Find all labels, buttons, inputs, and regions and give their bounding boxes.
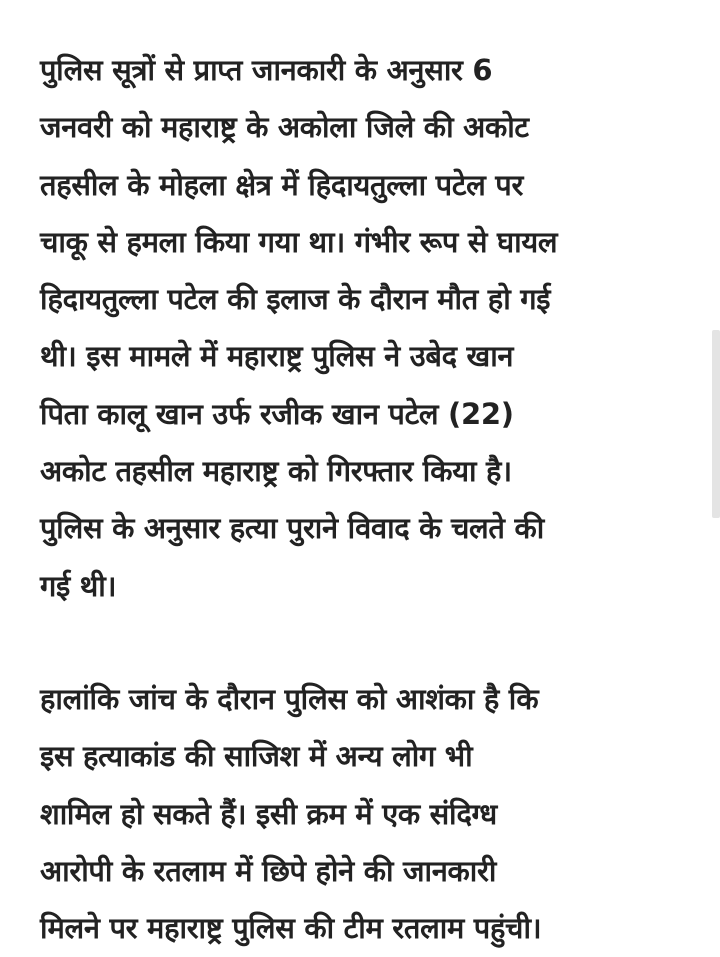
paragraph-line: चाकू से हमला किया गया था। गंभीर रूप से घायल: [40, 224, 558, 259]
paragraph-spacer: [40, 615, 705, 671]
paragraph-line: पुलिस के अनुसार हत्या पुराने विवाद के चलते की: [40, 511, 544, 546]
paragraph-line: जनवरी को महाराष्ट्र के अकोला जिले की अकोट: [40, 110, 529, 145]
paragraph-line: पुलिस सूत्रों से प्राप्त जानकारी के अनुसार 6: [40, 53, 493, 87]
article-paragraph-2: [40, 671, 705, 957]
paragraph-line: तहसील के मोहला क्षेत्र में हिदायतुल्ला पटेल पर: [40, 167, 524, 202]
article-paragraph-1: [40, 42, 705, 615]
paragraph-line: हालांकि जांच के दौरान पुलिस को आशंका है कि: [40, 681, 539, 716]
article-body: [40, 42, 705, 957]
paragraph-line: गई थी।: [40, 568, 117, 603]
paragraph-line: आरोपी के रतलाम में छिपे होने की जानकारी: [40, 853, 497, 888]
scrollbar-thumb[interactable]: [712, 330, 720, 518]
paragraph-line: अकोट तहसील महाराष्ट्र को गिरफ्तार किया है।: [40, 454, 512, 489]
paragraph-line: हिदायतुल्ला पटेल की इलाज के दौरान मौत हो गई: [40, 282, 551, 317]
paragraph-line: शामिल हो सकते हैं। इसी क्रम में एक संदिग्ध: [40, 796, 497, 831]
paragraph-line: पिता कालू खान उर्फ रजीक खान पटेल (22): [40, 396, 514, 431]
paragraph-line: मिलने पर महाराष्ट्र पुलिस की टीम रतलाम पहुंची।: [40, 911, 542, 946]
paragraph-line: थी। इस मामले में महाराष्ट्र पुलिस ने उबेद खान: [40, 339, 514, 374]
paragraph-line: इस हत्याकांड की साजिश में अन्य लोग भी: [40, 739, 473, 774]
